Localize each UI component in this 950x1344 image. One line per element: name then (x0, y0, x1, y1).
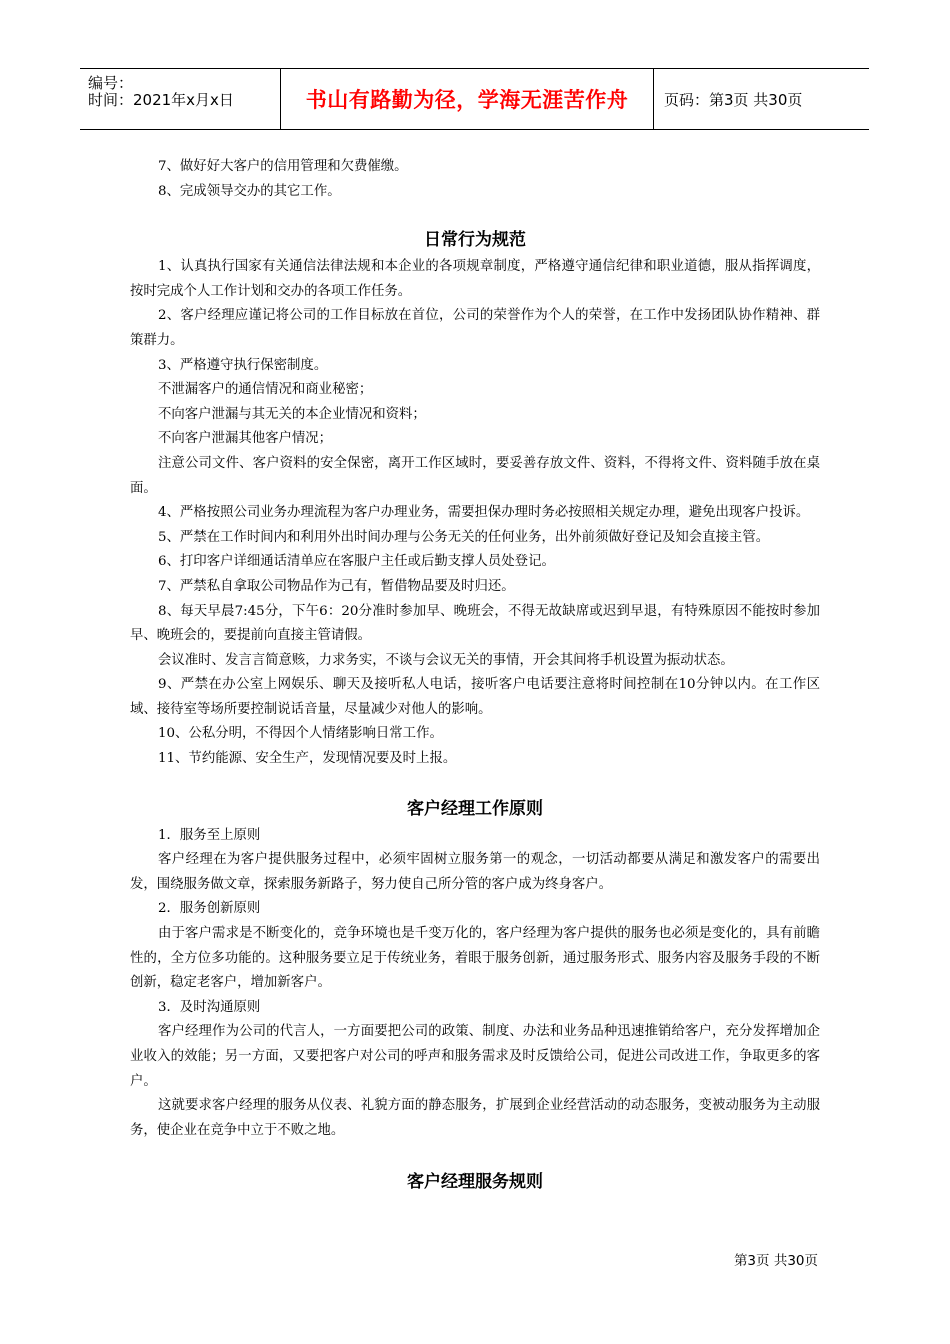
paragraph: 11、节约能源、安全生产，发现情况要及时上报。 (158, 751, 457, 767)
paragraph: 客户经理在为客户提供服务过程中，必须牢固树立服务第一的观念，一切活动都要从满足和激发客户的需要出发，围绕服务做文章，探索服务新路子，努力使自己所分管的客户成为终身客户。 (130, 852, 820, 892)
paragraph: 注意公司文件、客户资料的安全保密，离开工作区域时，要妥善存放文件、资料，不得将文件、资料随手放在桌面。 (130, 455, 820, 496)
header-motto: 书山有路勤为径，学海无涯苦作舟 (305, 88, 629, 112)
paragraph: 3、严格遵守执行保密制度。 (158, 357, 328, 373)
paragraph: 2．服务创新原则 (158, 901, 261, 917)
paragraph: 1、认真执行国家有关通信法律法规和本企业的各项规章制度，严格遵守通信纪律和职业道德，服从指挥调度，按时完成个人工作计划和交办的各项工作任务。 (130, 259, 820, 299)
header-motto-cell (280, 69, 654, 129)
paragraph: 6、打印客户详细通话清单应在客服户主任或后勤支撑人员处登记。 (158, 554, 555, 570)
paragraph: 8、完成领导交办的其它工作。 (158, 183, 341, 199)
paragraph: 7、做好好大客户的信用管理和欠费催缴。 (158, 159, 408, 174)
paragraph: 3．及时沟通原则 (158, 999, 261, 1015)
paragraph: 不向客户泄漏与其无关的本企业情况和资料； (158, 406, 426, 422)
page-header (80, 68, 869, 130)
paragraph: 不泄漏客户的通信情况和商业秘密； (158, 382, 373, 398)
paragraph: 9、严禁在办公室上网娱乐、聊天及接听私人电话，接听客户电话要注意将时间控制在10分钟以内。在工作区域、接待室等场所要控制说话音量，尽量减少对他人的影响。 (130, 677, 820, 717)
paragraph: 会议准时、发言言简意赅，力求务实，不谈与会议无关的事情，开会其间将手机设置为振动状态。 (158, 652, 734, 668)
page-footer-number: 第3页 共30页 (733, 1253, 818, 1269)
paragraph: 由于客户需求是不断变化的，竞争环境也是千变万化的，客户经理为客户提供的服务也必须是变化的，具有前瞻性的，全方位多功能的。这种服务要立足于传统业务，着眼于服务创新，通过服务形式、服务内容及服务手段的不断创新，稳定老客户，增加新客户。 (130, 926, 820, 991)
document-body (130, 155, 820, 1197)
header-meta-cell (80, 69, 280, 129)
paragraph: 5、严禁在工作时间内和利用外出时间办理与公务无关的任何业务，出外前须做好登记及知会直接主管。 (158, 529, 770, 545)
header-page-code: 页码：第3页 共30页 (664, 90, 803, 109)
section-title-daily-conduct: 日常行为规范 (424, 230, 526, 251)
paragraph: 客户经理作为公司的代言人，一方面要把公司的政策、制度、办法和业务品种迅速推销给客户，充分发挥增加企业收入的效能；另一方面，又要把客户对公司的呼声和服务需求及时反馈给公司，促进公司改进工作，争取更多的客户。 (130, 1024, 820, 1089)
section-title-service-rules: 客户经理服务规则 (407, 1172, 543, 1193)
section-title-work-principles: 客户经理工作原则 (407, 798, 543, 819)
paragraph: 4、严格按照公司业务办理流程为客户办理业务，需要担保办理时务必按照相关规定办理，避免出现客户投诉。 (158, 505, 810, 521)
header-page-cell (654, 69, 869, 129)
document-date: 时间：2021年x月x日 (88, 91, 234, 109)
paragraph: 2、客户经理应谨记将公司的工作目标放在首位，公司的荣誉作为个人的荣誉，在工作中发扬团队协作精神、群策群力。 (130, 308, 820, 348)
document-number-label: 编号： (88, 74, 134, 92)
paragraph: 10、公私分明，不得因个人情绪影响日常工作。 (158, 726, 443, 742)
paragraph: 这就要求客户经理的服务从仪表、礼貌方面的静态服务，扩展到企业经营活动的动态服务，变被动服务为主动服务，使企业在竞争中立于不败之地。 (130, 1098, 820, 1138)
paragraph: 不向客户泄漏其他客户情况； (158, 431, 333, 447)
paragraph: 1．服务至上原则 (158, 827, 261, 843)
paragraph: 8、每天早晨7:45分，下午6：20分准时参加早、晚班会，不得无故缺席或迟到早退，有特殊原因不能按时参加早、晚班会的，要提前向直接主管请假。 (130, 603, 820, 644)
paragraph: 7、严禁私自拿取公司物品作为己有，暂借物品要及时归还。 (158, 578, 515, 594)
